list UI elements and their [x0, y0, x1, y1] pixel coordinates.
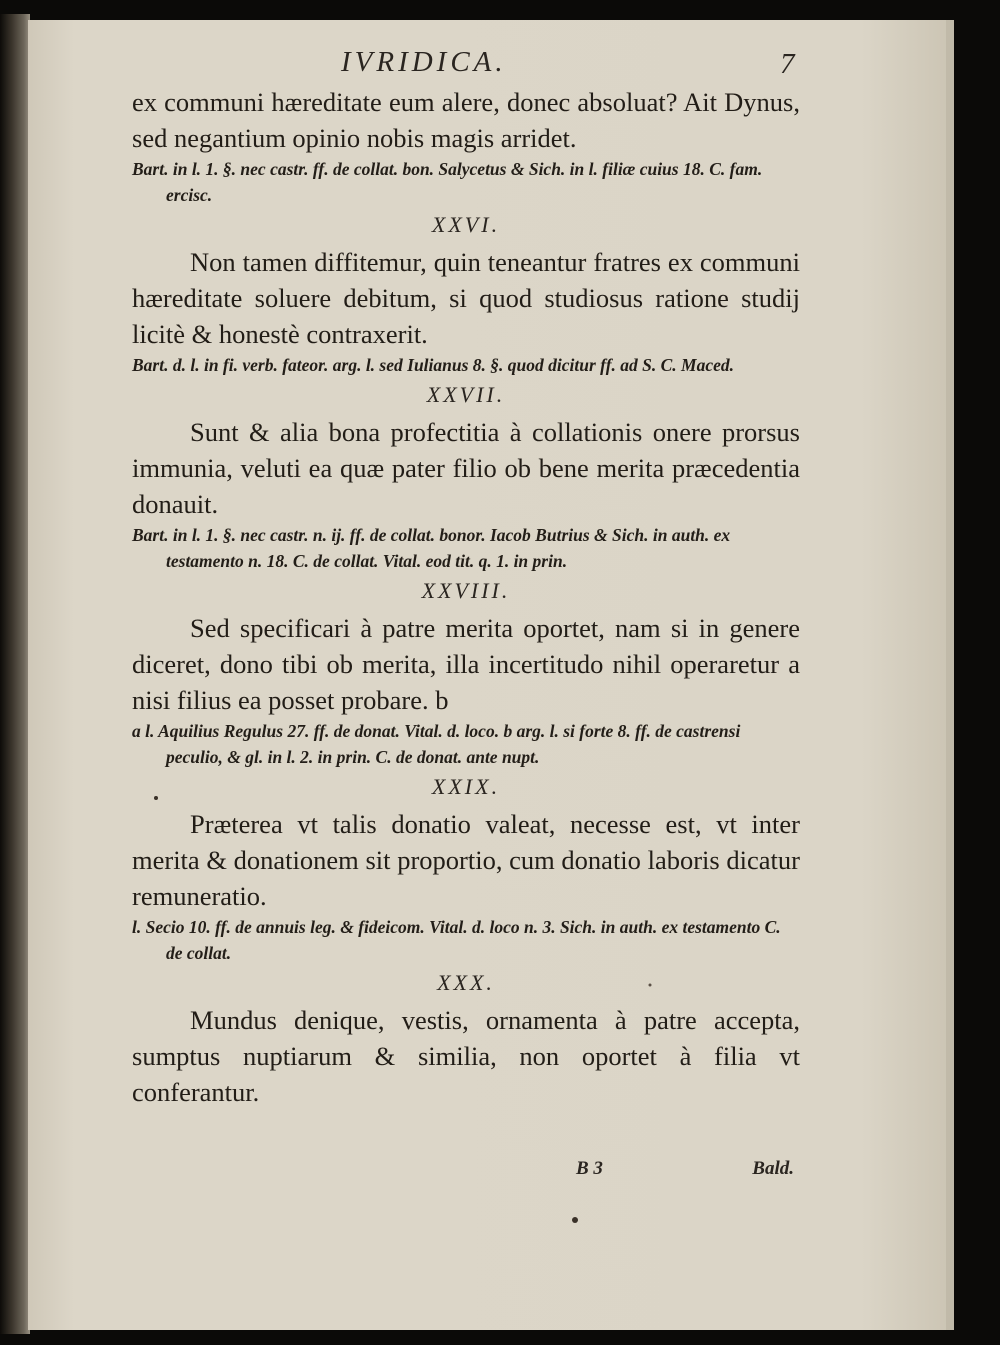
- section-heading: XXX.: [437, 970, 495, 995]
- body-paragraph: Non tamen diffitemur, quin teneantur fratres ex communi hæreditate soluere debitum, si quod studiosus ratione studij licitè & honestè contraxerit.: [132, 247, 800, 349]
- body-paragraph: Sunt & alia bona profectitia à collationis onere prorsus immunia, veluti ea quæ pater filio ob bene merita præcedentia donauit.: [132, 417, 800, 519]
- signature-mark: B 3: [576, 1158, 603, 1179]
- section-heading: XXIX.: [431, 774, 501, 799]
- citation-note: Bart. d. l. in fi. verb. fateor. arg. l. sed Iulianus 8. §. quod dicitur ff. ad S. C. Maced.: [132, 355, 735, 375]
- citation-note: Bart. in l. 1. §. nec castr. n. ij. ff. de collat. bonor. Iacob Butrius & Sich. in auth. ex testamento n. 18. C. de collat. Vital. eod tit. q. 1. in prin.: [132, 525, 731, 571]
- section-heading: XXVII.: [426, 382, 506, 407]
- section-heading: XXVIII.: [421, 578, 511, 603]
- citation-note: l. Secio 10. ff. de annuis leg. & fideicom. Vital. d. loco n. 3. Sich. in auth. ex testamento C. de collat.: [132, 917, 781, 963]
- page-footer: [132, 1158, 800, 1188]
- body-text: [132, 84, 800, 1110]
- section-heading: XXVI.: [431, 212, 501, 237]
- catchword: Bald.: [752, 1158, 794, 1179]
- body-paragraph: Præterea vt talis donatio valeat, necesse est, vt inter merita & donationem sit proportio, cum donatio laboris dicatur remuneratio.: [132, 809, 800, 911]
- page-header: [126, 46, 794, 86]
- body-paragraph: ex communi hæreditate eum alere, donec absoluat? Ait Dynus, sed negantium opinio nobis magis arridet.: [132, 87, 800, 153]
- running-title: IVRIDICA.: [341, 46, 507, 78]
- citation-note: Bart. in l. 1. §. nec castr. ff. de collat. bon. Salycetus & Sich. in l. filiæ cuius 18. C. fam. ercisc.: [132, 159, 763, 205]
- book-spine-shadow: [0, 14, 30, 1334]
- citation-note: a l. Aquilius Regulus 27. ff. de donat. Vital. d. loco. b arg. l. si forte 8. ff. de castrensi peculio, & gl. in l. 2. in prin. C. de donat. ante nupt.: [132, 721, 741, 767]
- body-paragraph: Sed specificari à patre merita oportet, nam si in genere diceret, dono tibi ob merita, illa incertitudo nihil operaretur a nisi filius ea posset probare. b: [132, 613, 800, 715]
- body-paragraph: Mundus denique, vestis, ornamenta à patre accepta, sumptus nuptiarum & similia, non oportet à filia vt conferantur.: [132, 1005, 800, 1107]
- page-number: 7: [780, 48, 795, 80]
- printed-page: [126, 40, 826, 1240]
